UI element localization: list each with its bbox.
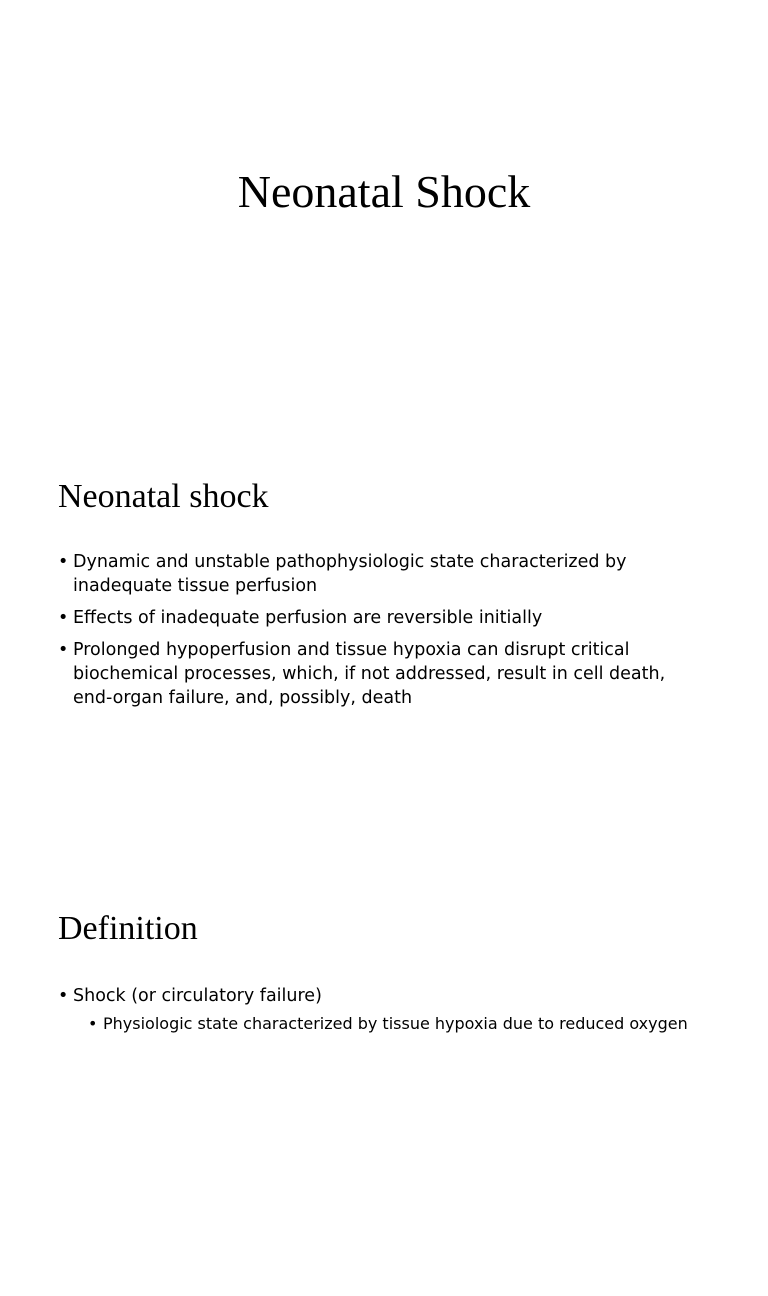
bullet-item: • Effects of inadequate perfusion are reversible initially	[58, 606, 698, 630]
slide-definition	[0, 864, 768, 1296]
slide-heading: Neonatal shock	[58, 478, 269, 515]
sub-bullet-item: • Physiologic state characterized by tissue hypoxia due to reduced oxygen	[88, 1012, 698, 1036]
bullet-item	[58, 984, 698, 1036]
slide-neonatal-shock	[0, 432, 768, 864]
slide-title	[0, 0, 768, 432]
bullet-text: Shock (or circulatory failure)	[73, 986, 322, 1006]
bullet-list	[58, 984, 698, 1044]
sub-bullet-list	[73, 1012, 698, 1036]
slide-heading: Definition	[58, 910, 198, 947]
presentation-title: Neonatal Shock	[237, 166, 531, 217]
bullet-item: • Dynamic and unstable pathophysiologic state characterized by inadequate tissue perfusion	[58, 550, 698, 598]
bullet-item: • Prolonged hypoperfusion and tissue hypoxia can disrupt critical biochemical processes, which, if not addressed, result in cell death, end-organ failure, and, possibly, death	[58, 638, 698, 710]
bullet-list	[58, 550, 698, 718]
